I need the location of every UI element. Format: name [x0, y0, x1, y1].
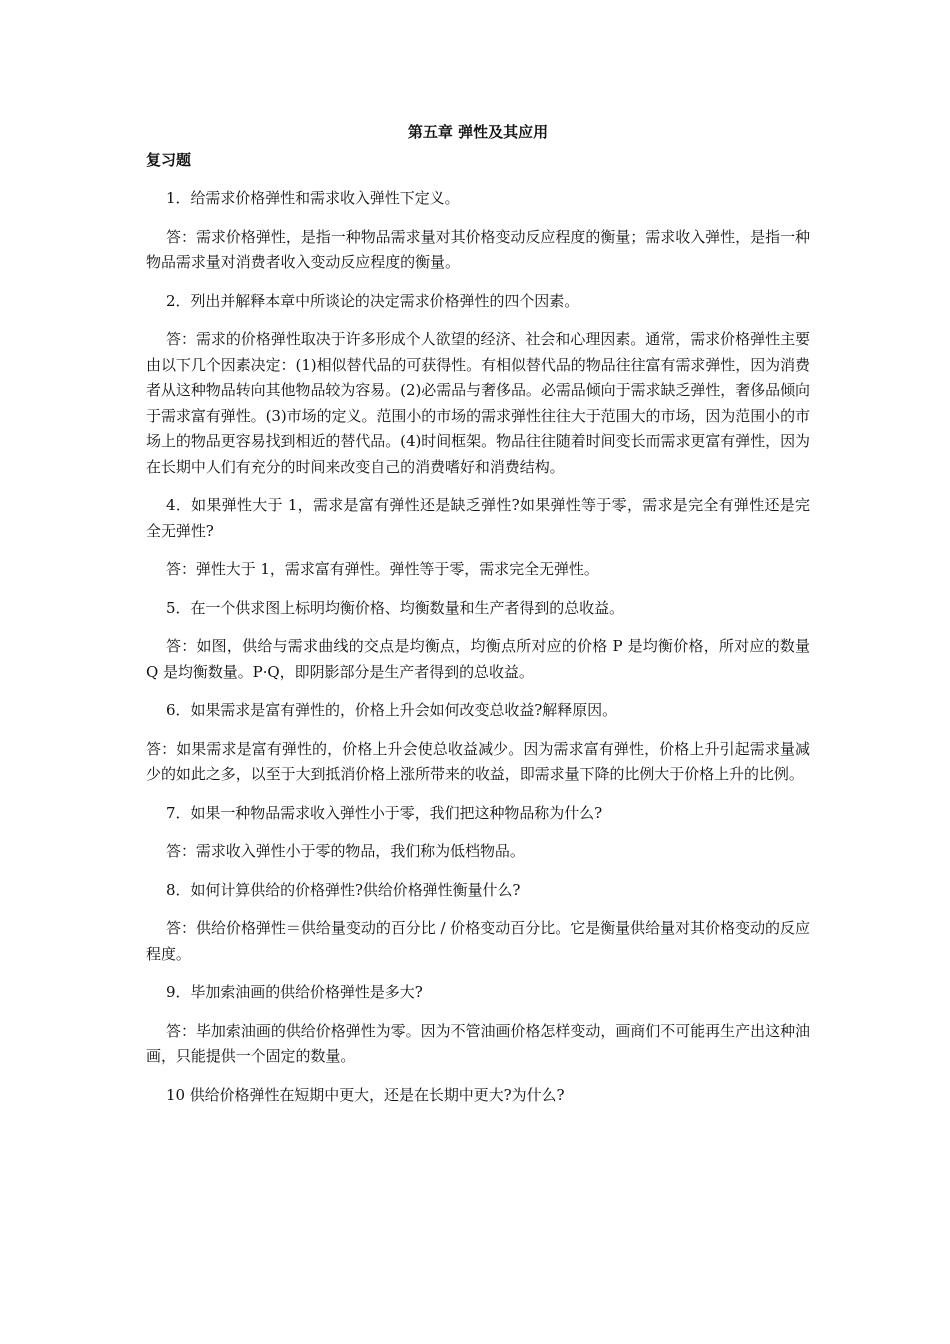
answer-8: 答：供给价格弹性＝供给量变动的百分比 / 价格变动百分比。它是衡量供给量对其价格变动的反应程度。 — [146, 919, 810, 963]
question-10: 10 供给价格弹性在短期中更大，还是在长期中更大?为什么? — [166, 1085, 565, 1104]
section-heading: 复习题 — [146, 151, 192, 169]
answer-7: 答：需求收入弹性小于零的物品，我们称为低档物品。 — [166, 842, 525, 860]
answer-1: 答：需求价格弹性，是指一种物品需求量对其价格变动反应程度的衡量；需求收入弹性，是指一种物品需求量对消费者收入变动反应程度的衡量。 — [146, 227, 810, 271]
page-title: 第五章 弹性及其应用 — [407, 123, 549, 141]
answer-5: 答：如图，供给与需求曲线的交点是均衡点，均衡点所对应的价格 P 是均衡价格，所对应的数量 Q 是均衡数量。P·Q，即阴影部分是生产者得到的总收益。 — [146, 637, 810, 681]
answer-4: 答：弹性大于 1，需求富有弹性。弹性等于零，需求完全无弹性。 — [166, 560, 599, 578]
answer-6: 答：如果需求是富有弹性的，价格上升会使总收益减少。因为需求富有弹性，价格上升引起需求量减少的如此之多，以至于大到抵消价格上涨所带来的收益，即需求量下降的比例大于价格上升的比例。 — [146, 739, 810, 783]
question-8: 8．如何计算供给的价格弹性?供给价格弹性衡量什么? — [166, 880, 521, 899]
question-7: 7．如果一种物品需求收入弹性小于零，我们把这种物品称为什么? — [166, 803, 603, 822]
question-5: 5．在一个供求图上标明均衡价格、均衡数量和生产者得到的总收益。 — [166, 598, 624, 617]
question-2: 2．列出并解释本章中所谈论的决定需求价格弹性的四个因素。 — [166, 291, 580, 310]
answer-9: 答：毕加索油画的供给价格弹性为零。因为不管油画价格怎样变动，画商们不可能再生产出这种油画，只能提供一个固定的数量。 — [146, 1021, 810, 1065]
document-page — [146, 120, 810, 1121]
question-4: 4．如果弹性大于 1，需求是富有弹性还是缺乏弹性?如果弹性等于零，需求是完全有弹性还是完全无弹性? — [146, 496, 810, 540]
question-6: 6．如果需求是富有弹性的，价格上升会如何改变总收益?解释原因。 — [166, 701, 618, 719]
question-9: 9．毕加索油画的供给价格弹性是多大? — [166, 983, 423, 1001]
answer-2: 答：需求的价格弹性取决于许多形成个人欲望的经济、社会和心理因素。通常，需求价格弹性主要由以下几个因素决定：(1)相似替代品的可获得性。有相似替代品的物品往往富有需求弹性，因为消费者从这种物品转向其他物品较为容易。(2)必需品与奢侈品。必需品倾向于需求缺乏弹性，奢侈品倾向于需求富有弹性。(3)市场的定义。范围小的市场的需求弹性往往大于范围大的市场，因为范围小的市场上的物品更容易找到相近的替代品。(4)时间框架。物品往往随着时间变长而需求更富有弹性，因为在长期中人们有充分的时间来改变自己的消费嗜好和消费结构。 — [146, 330, 810, 476]
question-1: 1．给需求价格弹性和需求收入弹性下定义。 — [166, 189, 460, 207]
